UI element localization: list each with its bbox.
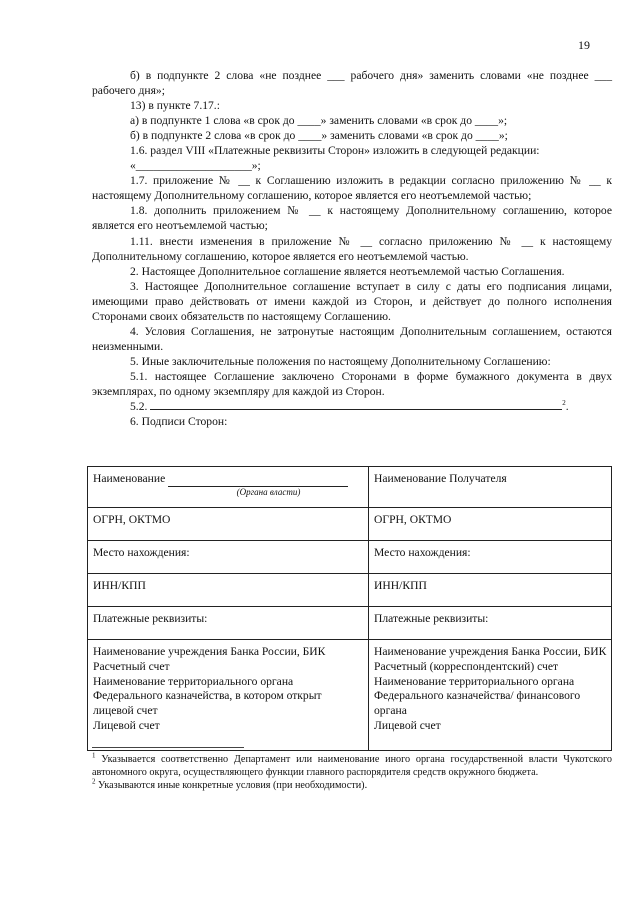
footnote-text: Указываются иные конкретные условия (при необходимости). <box>98 779 368 791</box>
footnote-separator <box>92 747 244 748</box>
cell-line: Лицевой счет <box>93 718 160 732</box>
table-cell: Платежные реквизиты: <box>369 607 612 640</box>
cell-line: Расчетный счет <box>93 659 170 673</box>
field-caption: (Органа власти) <box>236 486 301 497</box>
table-row <box>88 574 612 607</box>
paragraph: 1.6. раздел VIII «Платежные реквизиты Сторон» изложить в следующей редакции: <box>130 144 540 158</box>
footnote-number: 2 <box>92 777 96 786</box>
paragraph: 5. Иные заключительные положения по настоящему Дополнительному Соглашению: <box>130 354 551 368</box>
table-cell <box>88 640 369 751</box>
footnote <box>92 751 612 780</box>
fill-in-line <box>150 399 562 410</box>
cell-line: Лицевой счет <box>374 718 441 732</box>
fill-in-line <box>168 474 348 487</box>
paragraph-5-2 <box>92 399 612 414</box>
table-cell: Платежные реквизиты: <box>88 607 369 640</box>
paragraph: 13) в пункте 7.17.: <box>130 99 220 113</box>
paragraph: б) в подпункте 2 слова «не позднее ___ рабочего дня» заменить словами «не позднее ___ рабочего дня»; <box>92 69 612 98</box>
table-cell <box>369 640 612 751</box>
table-cell: ОГРН, ОКТМО <box>88 508 369 541</box>
paragraph: а) в подпункте 1 слова «в срок до ____» заменить словами «в срок до ____»; <box>130 114 508 128</box>
table-row <box>88 607 612 640</box>
cell-line: Расчетный (корреспондентский) счет <box>374 659 559 673</box>
paragraph: 6. Подписи Сторон: <box>130 415 228 429</box>
table-row <box>88 467 612 508</box>
table-cell: ИНН/КПП <box>369 574 612 607</box>
cell-line: Наименование территориального органа Федерального казначейства, в котором открыт лицевой счет <box>93 674 322 718</box>
paragraph: 2. Настоящее Дополнительное соглашение является неотъемлемой частью Соглашения. <box>130 264 565 278</box>
footnote-number: 1 <box>92 751 96 760</box>
table-row <box>88 640 612 751</box>
table-cell <box>88 467 369 508</box>
cell-line: Наименование территориального органа Федерального казначейства/ финансового органа <box>374 674 581 718</box>
paragraph: «____________________»; <box>130 159 261 173</box>
paragraph: 1.11. внести изменения в приложение № __ согласно приложению № __ к настоящему Дополнительному соглашению, которое является его неотъемлемой частью. <box>92 234 612 263</box>
table-cell: ОГРН, ОКТМО <box>369 508 612 541</box>
paragraph-end: . <box>565 400 569 414</box>
table-cell: Место нахождения: <box>369 541 612 574</box>
table-cell: ИНН/КПП <box>88 574 369 607</box>
footnotes <box>92 751 612 792</box>
paragraph: 4. Условия Соглашения, не затронутые настоящим Дополнительным соглашением, остаются неизменными. <box>92 324 612 353</box>
cell-line: Наименование учреждения Банка России, БИК <box>93 645 326 658</box>
signatures-table <box>87 466 612 751</box>
paragraph: 1.8. дополнить приложением № __ к настоящему Дополнительному соглашению, которое является его неотъемлемой частью; <box>92 204 612 233</box>
paragraph: 3. Настоящее Дополнительное соглашение вступает в силу с даты его подписания лицами, имеющими право действовать от имени каждой из Сторон, и действует до полного исполнения Сторонами своих обязательств по настоящему Соглашению. <box>92 279 612 323</box>
paragraph: б) в подпункте 2 слова «в срок до ____» заменить словами «в срок до ____»; <box>130 129 508 143</box>
cell-line: Наименование учреждения Банка России, БИК <box>374 645 607 658</box>
footnote-ref: 2 <box>562 399 566 408</box>
cell-label: Наименование <box>93 472 166 485</box>
page-number: 19 <box>578 38 590 52</box>
table-cell: Место нахождения: <box>88 541 369 574</box>
footnote-text: Указывается соответственно Департамент или наименование иного органа государственной власти Чукотского автономного округа, осуществляющего функции главного распорядителя средств окружного бюджета. <box>92 754 612 778</box>
table-row <box>88 541 612 574</box>
paragraph: 5.1. настоящее Соглашение заключено Сторонами в форме бумажного документа в двух экземплярах, по одному экземпляру для каждой из Сторон. <box>92 369 612 398</box>
paragraph: 1.7. приложение № __ к Соглашению изложить в редакции согласно приложению № __ к настоящему Дополнительному соглашению, которое является его неотъемлемой частью; <box>92 174 612 203</box>
document-body <box>92 68 612 429</box>
table-cell: Наименование Получателя <box>369 467 612 508</box>
paragraph-number: 5.2. <box>130 400 148 414</box>
table-row <box>88 508 612 541</box>
footnote <box>92 777 612 793</box>
